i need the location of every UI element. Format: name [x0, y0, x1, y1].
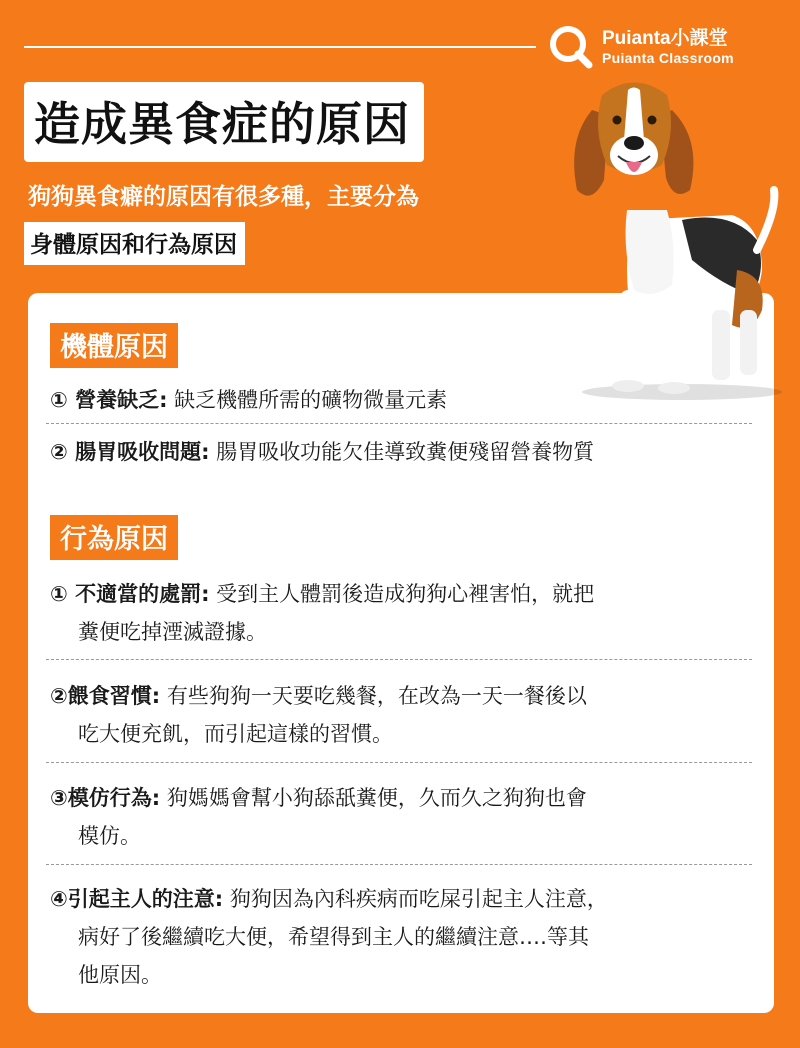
brand-logo [548, 22, 788, 72]
list-item [50, 677, 752, 753]
divider [46, 762, 752, 763]
list-item [50, 779, 752, 855]
beagle-dog-illustration [562, 70, 792, 405]
item-text-continued: 糞便吃掉湮滅證據。 [78, 620, 267, 644]
list-item [50, 433, 752, 471]
title-box [24, 82, 424, 162]
item-text: 缺乏機體所需的礦物微量元素 [167, 388, 448, 412]
list-item [50, 575, 752, 651]
brand-name: Puianta小課堂 [602, 28, 728, 50]
item-text-continued: 模仿。 [78, 824, 141, 848]
item-label: ② 腸胃吸收問題: [50, 440, 210, 464]
item-label: ① 不適當的處罰: [50, 582, 210, 606]
brand-subtitle: Puianta Classroom [602, 49, 734, 66]
intro-line-1: 狗狗異食癖的原因有很多種，主要分為 [28, 184, 419, 210]
item-text: 腸胃吸收功能欠佳導致糞便殘留營養物質 [209, 440, 595, 464]
top-rule [24, 46, 536, 48]
item-text-continued: 病好了後繼續吃大便，希望得到主人的繼續注意‥‥等其 [78, 925, 590, 949]
item-label: ① 營養缺乏: [50, 388, 168, 412]
item-text-continued: 他原因。 [78, 963, 162, 987]
page-title: 造成異食症的原因 [34, 97, 410, 151]
item-label: ④引起主人的注意: [50, 887, 224, 911]
list-item [50, 880, 752, 994]
section-heading-behavior: 行為原因 [50, 515, 178, 560]
divider [46, 659, 752, 660]
intro-highlight-box [24, 222, 245, 265]
divider [46, 864, 752, 865]
divider [46, 423, 752, 424]
item-text: 狗狗因為內科疾病而吃屎引起主人注意， [223, 887, 608, 911]
item-text: 有些狗狗一天要吃幾餐，在改為一天一餐後以 [160, 684, 587, 708]
item-label: ③模仿行為: [50, 786, 161, 810]
section-heading-physical: 機體原因 [50, 323, 178, 368]
intro-line-2: 身體原因和行為原因 [30, 232, 237, 258]
item-text: 狗媽媽會幫小狗舔舐糞便，久而久之狗狗也會 [160, 786, 587, 810]
magnifier-logo-icon [548, 24, 594, 70]
item-label: ②餵食習慣: [50, 684, 161, 708]
item-text: 受到主人體罰後造成狗狗心裡害怕，就把 [209, 582, 595, 606]
item-text-continued: 吃大便充飢，而引起這樣的習慣。 [78, 722, 393, 746]
